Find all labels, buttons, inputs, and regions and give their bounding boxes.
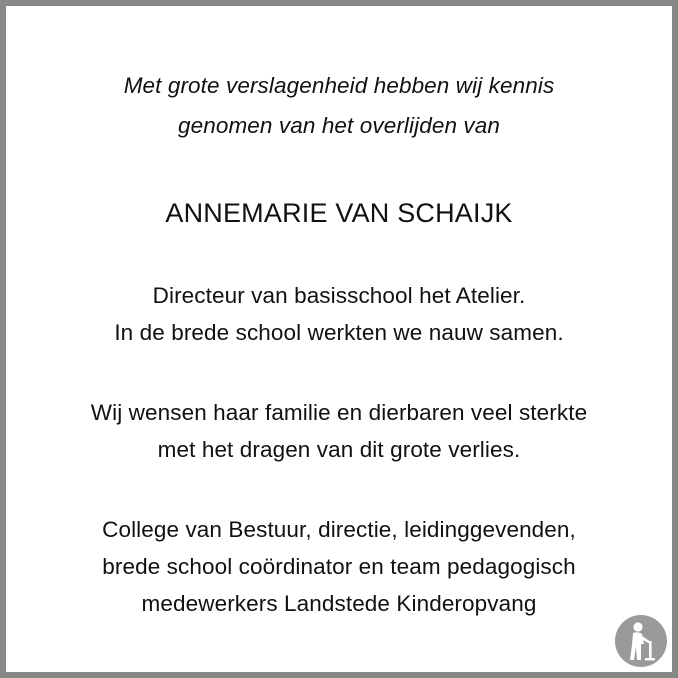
role-line-2: In de brede school werkten we nauw samen. [114, 320, 564, 345]
wish-line-1: Wij wensen haar familie en dierbaren veel sterkte [90, 400, 588, 425]
senders-line-3: medewerkers Landstede Kinderopvang [141, 591, 537, 616]
role-line-1: Directeur van basisschool het Atelier. [152, 283, 526, 308]
senders-line-1: College van Bestuur, directie, leidinggevenden, [102, 517, 576, 542]
memorial-figure-icon [614, 614, 668, 668]
intro-line-1: Met grote verslagenheid hebben wij kennis [123, 73, 555, 98]
deceased-name: ANNEMARIE VAN SCHAIJK [165, 198, 513, 228]
senders-line-2: brede school coördinator en team pedagogisch [102, 554, 576, 579]
intro-line-2: genomen van het overlijden van [178, 113, 500, 138]
wish-line-2: met het dragen van dit grote verlies. [157, 437, 521, 462]
